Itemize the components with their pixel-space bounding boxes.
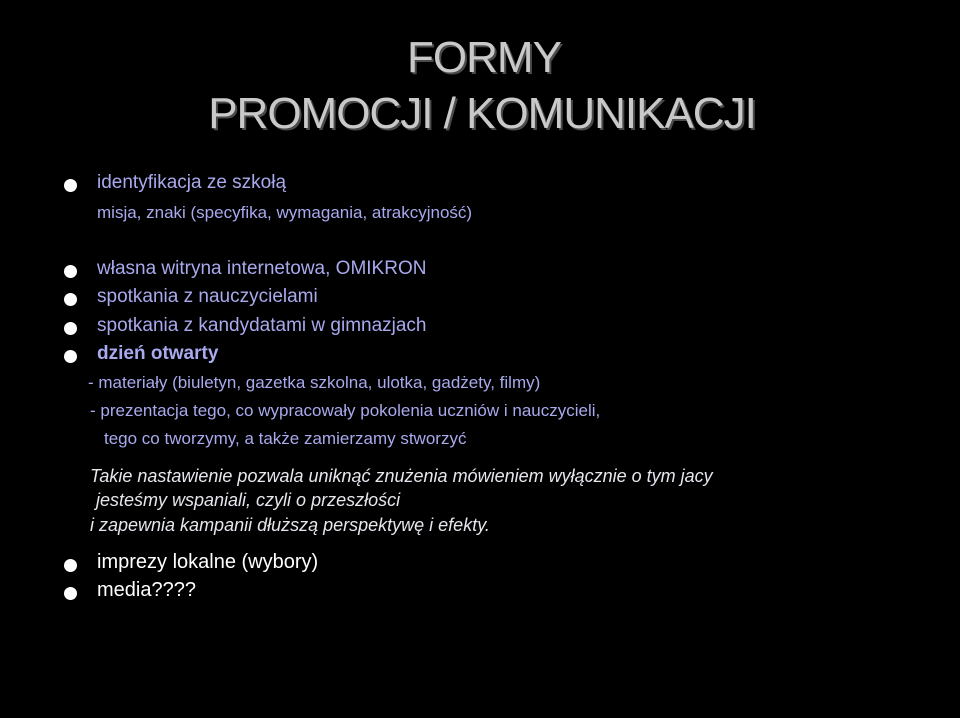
item-spotkania-nauczyciele: spotkania z nauczycielami <box>97 286 318 307</box>
item-witryna: własna witryna internetowa, OMIKRON <box>97 258 427 279</box>
item-materialy: - materiały (biuletyn, gazetka szkolna, ulotka, gadżety, filmy) <box>88 373 541 392</box>
bullet-icon <box>64 587 77 600</box>
item-prezentacja-2: tego co tworzymy, a także zamierzamy stworzyć <box>104 429 467 448</box>
bullet-icon <box>64 179 77 192</box>
item-dzien-otwarty: dzień otwarty <box>97 343 219 364</box>
item-spotkania-kandydaci: spotkania z kandydatami w gimnazjach <box>97 315 427 336</box>
title-line-2: PROMOCJI / KOMUNIKACJI <box>208 89 756 138</box>
bullet-icon <box>64 559 77 572</box>
item-media: media???? <box>97 579 196 601</box>
bullet-icon <box>64 293 77 306</box>
title-line-1: FORMY <box>407 33 561 82</box>
note-line-2: jesteśmy wspaniali, czyli o przeszłości <box>96 490 401 510</box>
item-imprezy: imprezy lokalne (wybory) <box>97 551 319 573</box>
note-line-3: i zapewnia kampanii dłuższą perspektywę i efekty. <box>90 515 490 535</box>
note-line-1: Takie nastawienie pozwala uniknąć znużenia mówieniem wyłącznie o tym jacy <box>90 466 713 486</box>
bullet-icon <box>64 322 77 335</box>
item-identyfikacja: identyfikacja ze szkołą <box>97 172 287 193</box>
bullet-icon <box>64 350 77 363</box>
bullet-icon <box>64 265 77 278</box>
item-prezentacja-1: - prezentacja tego, co wypracowały pokolenia uczniów i nauczycieli, <box>90 401 601 420</box>
item-misja: misja, znaki (specyfika, wymagania, atrakcyjność) <box>97 203 473 222</box>
slide-title <box>0 30 960 142</box>
